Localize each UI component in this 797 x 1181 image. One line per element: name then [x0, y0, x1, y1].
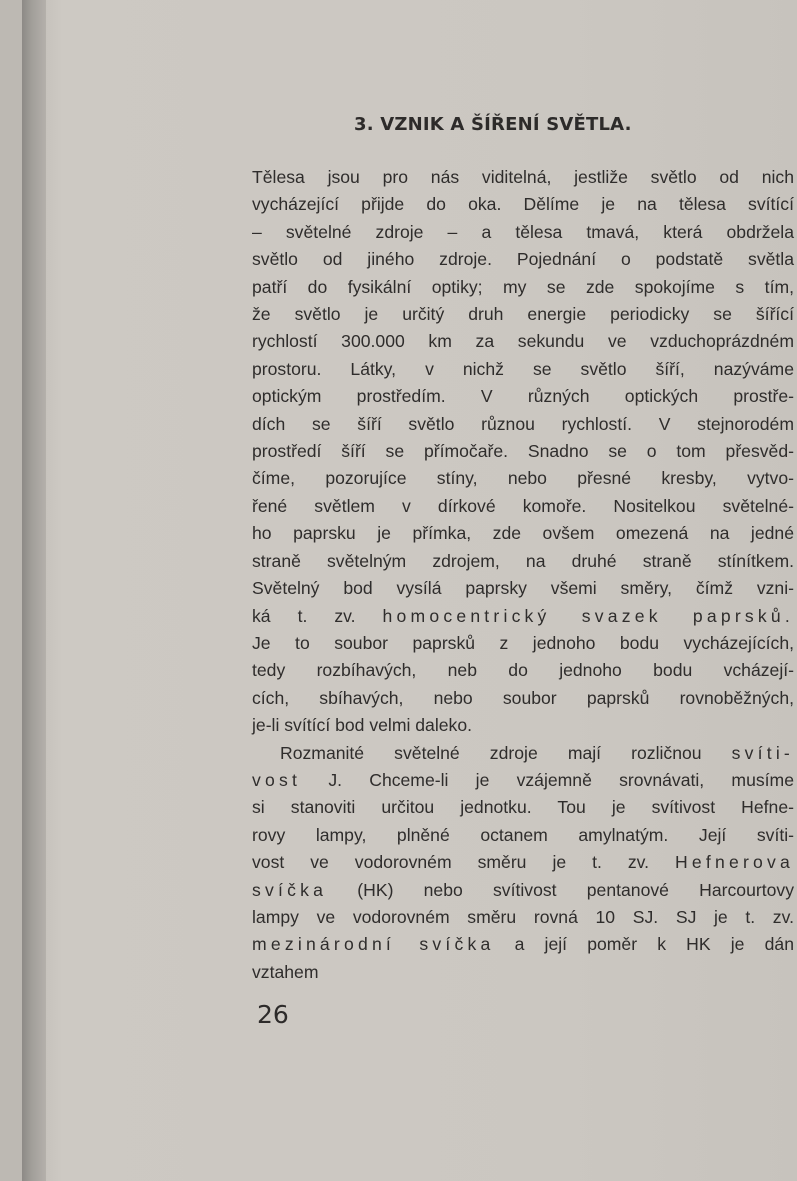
text-line: optickým prostředím. V různých optických prostře-	[252, 386, 794, 407]
text-line: – světelné zdroje – a tělesa tmavá, která obdržela	[252, 221, 794, 242]
page-number: 26	[257, 1000, 289, 1029]
emphasized-term: Hefnerova	[675, 852, 794, 873]
emphasized-term: homocentrický svazek paprsků.	[382, 605, 794, 626]
text-fragment: vost ve vodorovném směru je t. zv.	[252, 852, 676, 873]
text-line: prostředí šíří se přímočaře. Snadno se o tom přesvěd-	[252, 441, 794, 462]
text-line: lampy ve vodorovném směru rovná 10 SJ. SJ je t. zv.	[252, 906, 794, 927]
text-line: světlo od jiného zdroje. Pojednání o podstatě světla	[252, 249, 794, 270]
text-line: vztahem	[252, 961, 319, 982]
text-line: že světlo je určitý druh energie periodicky se šířící	[252, 304, 794, 325]
text-line: si stanoviti určitou jednotku. Tou je svítivost Hefne-	[252, 797, 794, 818]
text-line: Je to soubor paprsků z jednoho bodu vycházejících,	[252, 632, 794, 653]
text-line: cích, sbíhavých, nebo soubor paprsků rovnoběžných,	[252, 687, 794, 708]
text-line: ho paprsku je přímka, zde ovšem omezená na jedné	[252, 523, 794, 544]
emphasized-term: svíti-	[731, 742, 794, 763]
emphasized-term: mezinárodní svíčka	[252, 934, 495, 955]
text-line: Tělesa jsou pro nás viditelná, jestliže světlo od nich	[252, 167, 794, 187]
text-line: Světelný bod vysílá paprsky všemi směry, čímž vzni-	[252, 578, 794, 599]
text-line: rovy lampy, plněné octanem amylnatým. Její svíti-	[252, 824, 794, 845]
text-line: vycházející přijde do oka. Dělíme je na tělesa svítící	[252, 194, 794, 215]
emphasized-term: vost	[252, 769, 302, 790]
text-line: patří do fysikální optiky; my se zde spokojíme s tím,	[252, 276, 794, 297]
text-line: rychlostí 300.000 km za sekundu ve vzduchoprázdném	[252, 331, 794, 352]
paragraph-1	[252, 164, 794, 740]
text-line	[252, 931, 794, 958]
text-line: je-li svítící bod velmi daleko.	[252, 715, 473, 736]
text-fragment: a její poměr k HK je dán	[494, 934, 794, 955]
text-line	[252, 767, 794, 794]
text-line: řené světlem v dírkové komoře. Nositelkou světelné-	[252, 495, 794, 516]
text-line: dích se šíří světlo různou rychlostí. V stejnorodém	[252, 413, 794, 434]
emphasized-term: svíčka	[252, 879, 328, 900]
text-fragment: Rozmanité světelné zdroje mají rozličnou	[280, 742, 732, 763]
page-gutter-shadow	[22, 0, 46, 1181]
text-line: straně světelným zdrojem, na druhé straně stínítkem.	[252, 550, 794, 571]
text-line	[252, 603, 794, 630]
book-page	[22, 0, 797, 1181]
chapter-title: 3. VZNIK A ŠÍŘENÍ SVĚTLA.	[354, 114, 632, 135]
text-line: prostoru. Látky, v nichž se světlo šíří, nazýváme	[252, 358, 794, 379]
text-line	[252, 849, 794, 876]
text-line: číme, pozorujíce stíny, nebo přesné kresby, vytvo-	[252, 468, 794, 489]
text-line: tedy rozbíhavých, neb do jednoho bodu vcházejí-	[252, 660, 794, 681]
text-line	[252, 877, 794, 904]
body-text	[252, 164, 794, 986]
text-fragment: (HK) nebo svítivost pentanové Harcourtovy	[327, 879, 794, 900]
text-fragment: ká t. zv.	[252, 605, 383, 626]
paragraph-2	[252, 740, 794, 987]
text-line	[252, 740, 794, 767]
text-fragment: J. Chceme-li je vzájemně srovnávati, musíme	[301, 769, 794, 790]
